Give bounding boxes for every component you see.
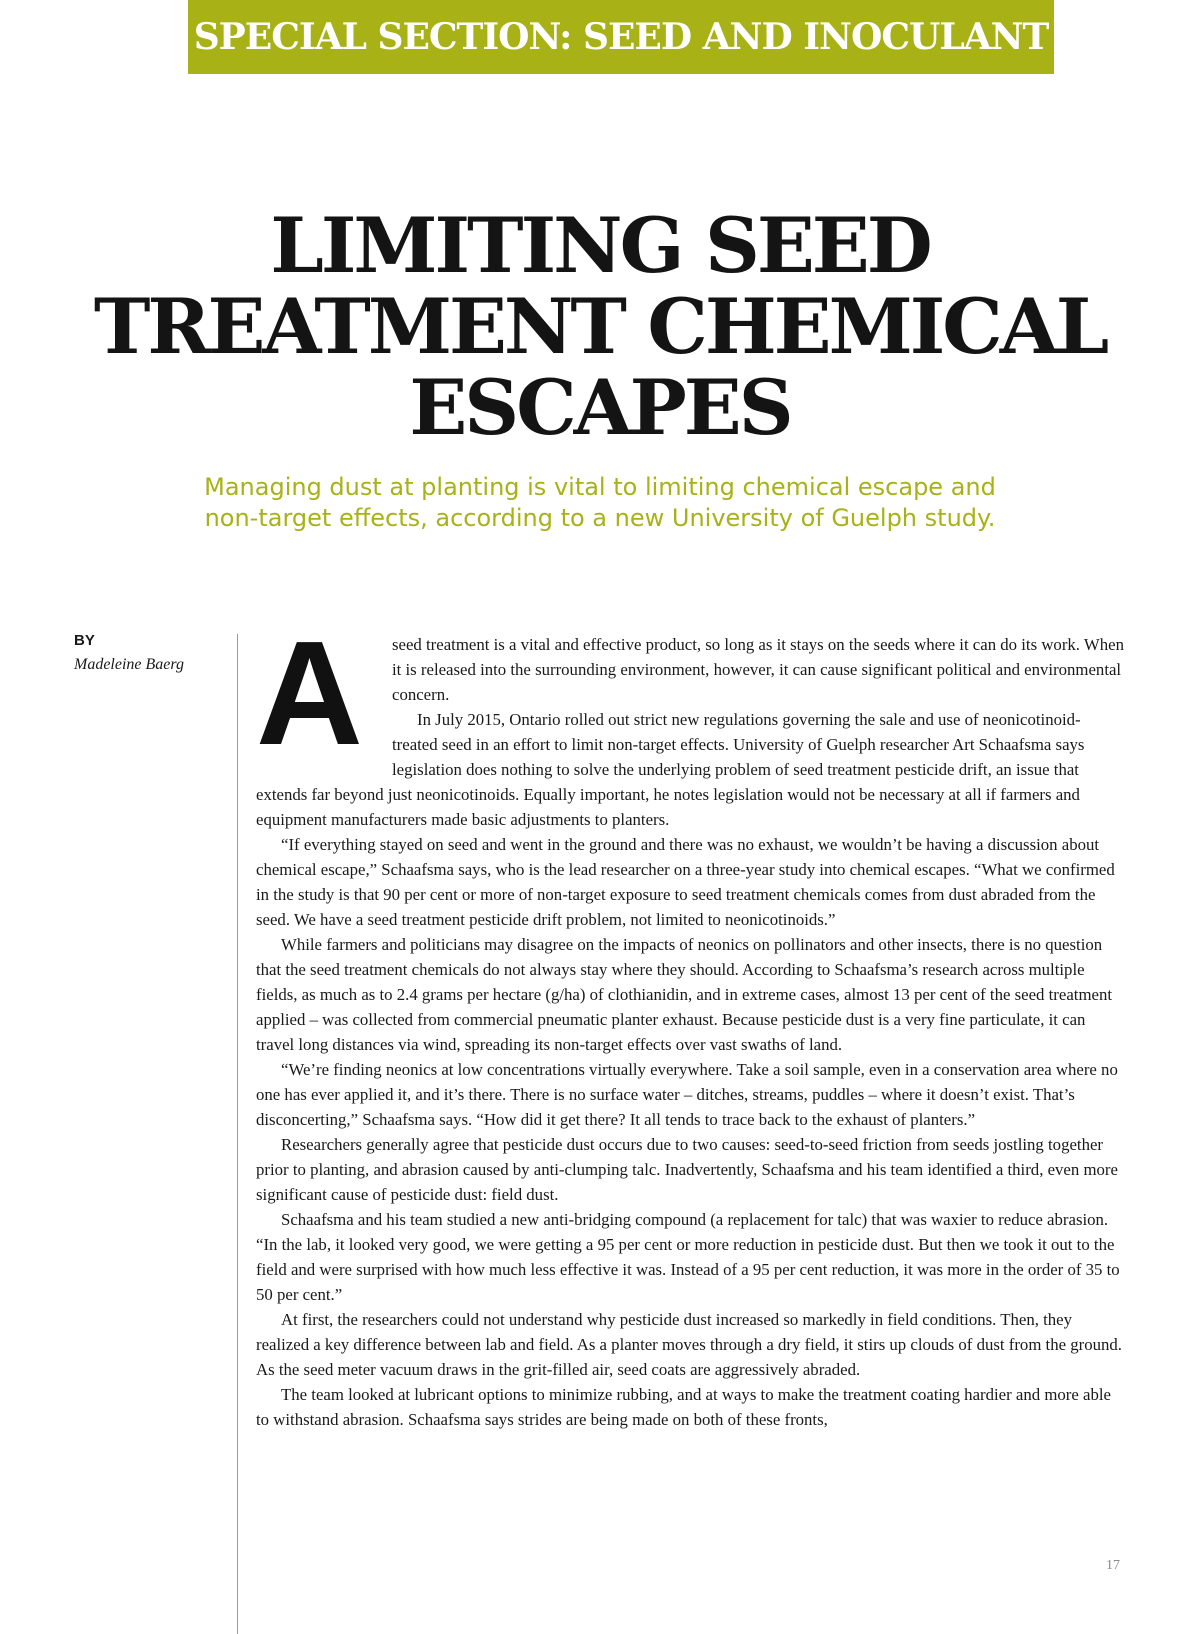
article-paragraph: Schaafsma and his team studied a new anti-bridging compound (a replacement for talc) that was waxier to reduce abrasion. “In the lab, it looked very good, we were getting a 95 per cent or more reduction in pesticide dust. But then we took it out to the field and were surprised with how much less effective it was. Instead of a 95 per cent reduction, it was more in the order of 35 to 50 per cent.” — [256, 1210, 1120, 1304]
headline-line: TREATMENT CHEMICAL — [93, 282, 1107, 371]
article-paragraph: seed treatment is a vital and effective product, so long as it stays on the seeds where it can do its work. When it is released into the surrounding environment, however, it can cause significant political and environmental concern. — [392, 635, 1124, 704]
page-number: 17 — [1106, 1558, 1120, 1573]
headline — [40, 201, 1160, 452]
headline-line: LIMITING SEED — [270, 201, 930, 290]
article-paragraph: In July 2015, Ontario rolled out strict new regulations governing the sale and use of neonicotinoid-treated seed in an effort to limit non-target effects. University of Guelph researcher Art Schaafsma says legislation does nothing to solve the underlying problem of seed treatment pesticide drift, an issue that extends far beyond just neonicotinoids. Equally important, he notes legislation would not be necessary at all if farmers and equipment manufacturers made basic adjustments to planters. — [256, 710, 1085, 829]
article-paragraph: At first, the researchers could not understand why pesticide dust increased so markedly in field conditions. Then, they realized a key difference between lab and field. As a planter moves through a dry field, it stirs up clouds of dust from the ground. As the seed meter vacuum draws in the grit-filled air, seed coats are aggressively abraded. — [256, 1310, 1122, 1379]
drop-cap: A — [256, 611, 363, 776]
article-paragraph: Researchers generally agree that pesticide dust occurs due to two causes: seed-to-seed friction from seeds jostling together prior to planting, and abrasion caused by anti-clumping talc. Inadvertently, Schaafsma and his team identified a third, even more significant cause of pesticide dust: field dust. — [256, 1135, 1118, 1204]
article-body — [256, 611, 1126, 1432]
byline-label: BY — [74, 632, 95, 649]
section-title: SPECIAL SECTION: SEED AND INOCULANT — [193, 16, 1049, 58]
deck-line: non-target effects, according to a new University of Guelph study. — [204, 504, 996, 532]
byline-author: Madeleine Baerg — [74, 656, 185, 673]
article-paragraph: “We’re finding neonics at low concentrations virtually everywhere. Take a soil sample, even in a conservation area where no one has ever applied it, and it’s there. There is no surface water – ditches, streams, puddles – where it doesn’t exist. That’s disconcerting,” Schaafsma says. “How did it get there? It all tends to trace back to the exhaust of planters.” — [256, 1060, 1118, 1129]
column-divider — [237, 634, 238, 1634]
article-paragraph: While farmers and politicians may disagree on the impacts of neonics on pollinators and other insects, there is no question that the seed treatment chemicals do not always stay where they should. According to Schaafsma’s research across multiple fields, as much as to 2.4 grams per hectare (g/ha) of clothianidin, and in extreme cases, almost 13 per cent of the seed treatment applied – was collected from commercial pneumatic planter exhaust. Because pesticide dust is a very fine particulate, it can travel long distances via wind, spreading its non-target effects over vast swaths of land. — [256, 935, 1113, 1054]
headline-line: ESCAPES — [409, 363, 791, 452]
section-banner — [188, 0, 1054, 74]
article-paragraph: The team looked at lubricant options to minimize rubbing, and at ways to make the treatment coating hardier and more able to withstand abrasion. Schaafsma says strides are being made on both of these fronts, — [256, 1385, 1111, 1429]
deck-line: Managing dust at planting is vital to limiting chemical escape and — [204, 473, 996, 501]
article-paragraph: “If everything stayed on seed and went in the ground and there was no exhaust, we wouldn’t be having a discussion about chemical escape,” Schaafsma says, who is the lead researcher on a three-year study into chemical escapes. “What we confirmed in the study is that 90 per cent or more of non-target exposure to seed treatment chemicals comes from dust abraded from the seed. We have a seed treatment pesticide drift problem, not limited to neonicotinoids.” — [256, 835, 1115, 929]
deck-subtitle — [100, 472, 1100, 534]
